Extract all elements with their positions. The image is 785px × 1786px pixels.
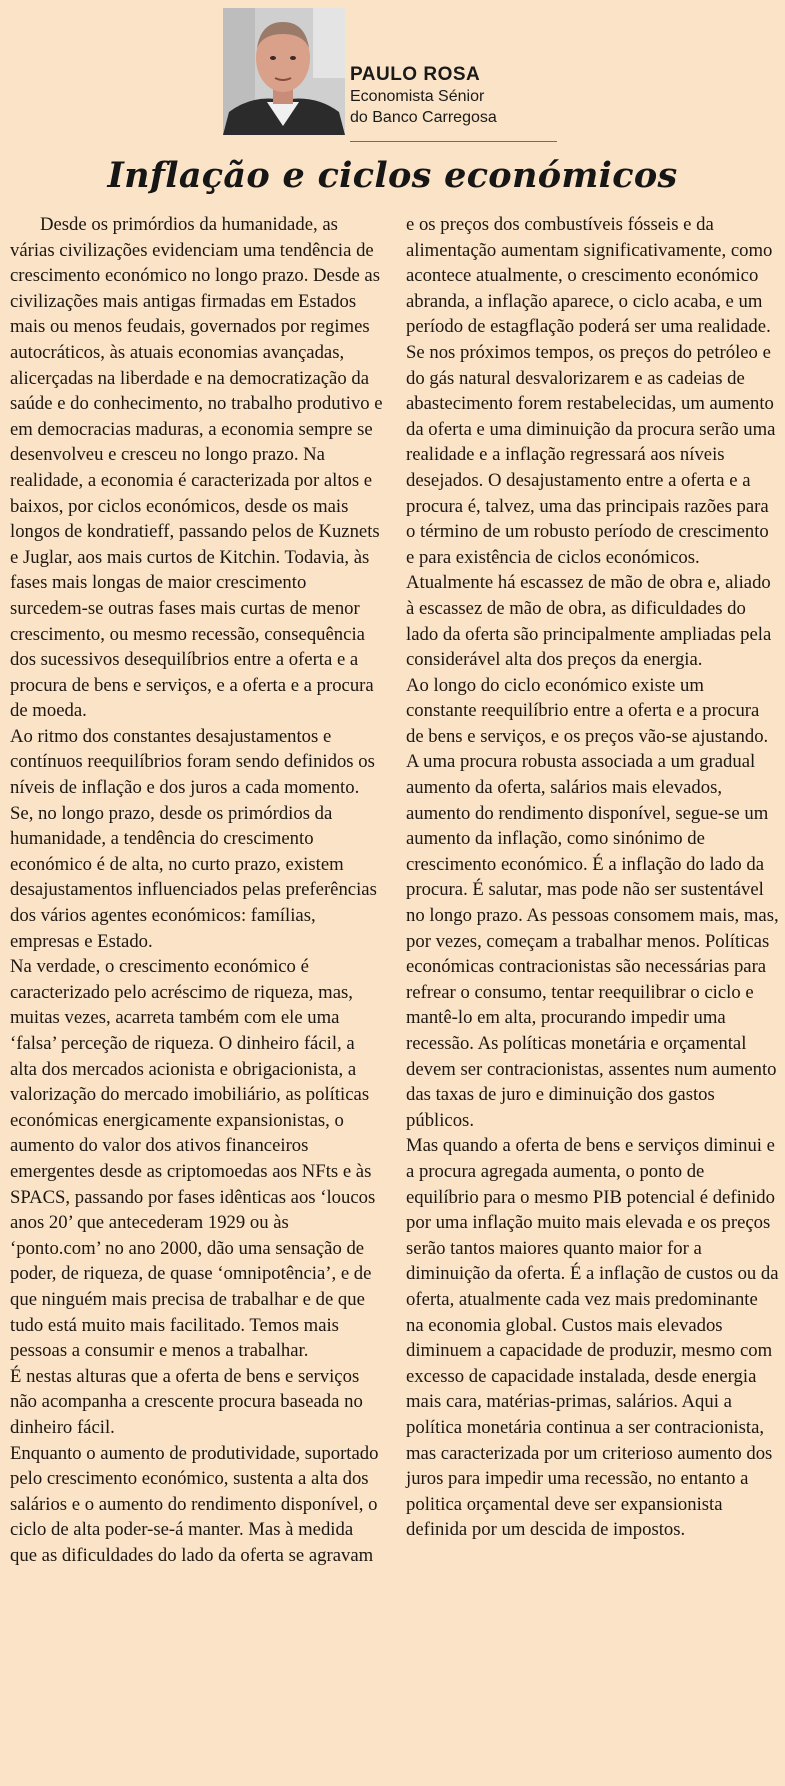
paragraph: e os preços dos combustíveis fósseis e da alimentação aumentam significativamente, como acontece atualmente, o crescimento económico abranda, a inflação aparece, o ciclo acaba, e um período de estagflação poderá ser uma realidade. Se nos próximos tempos, os preços do petróleo e do gás natural desvalorizarem e as cadeias de abastecimento forem restabelecidas, um aumento da oferta e uma diminuição da procura serão uma realidade e a inflação regressará aos níveis desejados. O desajustamento entre a oferta e a procura é, talvez, uma das principais razões para o término de um robusto período de crescimento e para existência de ciclos económicos. Atualmente há escassez de mão de obra e, aliado à escassez de mão de obra, as dificuldades do lado da oferta são principalmente ampliadas pela considerável alta dos preços da energia.: [406, 214, 776, 671]
article-title: Inflação e ciclos económicos: [107, 155, 678, 196]
author-name: PAULO ROSA: [350, 64, 481, 85]
article-header: [0, 0, 785, 196]
paragraph: Ao ritmo dos constantes desajustamentos e contínuos reequilíbrios foram sendo definidos os níveis de inflação e dos juros a cada momento.: [10, 725, 375, 799]
paragraph: Na verdade, o crescimento económico é caracterizado pelo acréscimo de riqueza, mas, muitas vezes, acarreta também com ele uma ‘falsa’ perceção de riqueza. O dinheiro fácil, a alta dos mercados acionista e obrigacionista, a valorização do mercado imobiliário, as políticas económicas energicamente expansionistas, o aumento do valor dos ativos financeiros emergentes desde as criptomoedas aos NFts e às SPACS, passando por fases idênticas aos ‘loucos anos 20’ que antecederam 1929 ou às ‘ponto.com’ no ano 2000, dão uma sensação de poder, de riqueza, de quase ‘omnipotência’, e de que ninguém mais precisa de trabalhar e de que tudo está muito mais facilitado. Temos mais pessoas a consumir e menos a trabalhar.: [10, 956, 376, 1362]
paragraph: É nestas alturas que a oferta de bens e serviços não acompanha a crescente procura baseada no dinheiro fácil.: [10, 1365, 363, 1438]
author-block: [350, 64, 497, 128]
paragraph: Ao longo do ciclo económico existe um constante reequilíbrio entre a oferta e a procura de bens e serviços, e os preços vão-se ajustando. A uma procura robusta associada a um gradual aumento da oferta, salários mais elevados, aumento do rendimento disponível, segue-se um aumento da inflação, como sinónimo de crescimento económico. É a inflação do lado da procura. É salutar, mas pode não ser sustentável no longo prazo. As pessoas consomem mais, mas, por vezes, começam a trabalhar menos. Políticas económicas contracionistas são necessárias para refrear o consumo, tentar reequilibrar o ciclo e mantê-lo em alta, procurando impedir uma recessão. As políticas monetária e orçamental devem ser contracionistas, assentes num aumento das taxas de juro e diminuição dos gastos públicos.: [406, 674, 779, 1131]
author-divider: [350, 141, 557, 142]
paragraph: Enquanto o aumento de produtividade, suportado pelo crescimento económico, sustenta a alta dos salários e o aumento do rendimento disponível, o ciclo de alta poder-se-á manter. Mas à medida que as dificuldades do lado da oferta se agravam: [10, 1442, 379, 1566]
author-photo: [223, 8, 345, 135]
paragraph: Desde os primórdios da humanidade, as várias civilizações evidenciam uma tendência de crescimento económico no longo prazo. Desde as civilizações mais antigas firmadas em Estados mais ou menos feudais, governados por regimes autocráticos, às atuais economias avançadas, alicerçadas na liberdade e na democratização da saúde e do conhecimento, no trabalho produtivo e em democracias maduras, a economia sempre se desenvolveu e cresceu no longo prazo. Na realidade, a economia é caracterizada por altos e baixos, por ciclos económicos, desde os mais longos de kondratieff, passando pelos de Kuznets e Juglar, aos mais curtos de Kitchin. Todavia, às fases mais longas de maior crescimento surcedem-se outras fases mais curtas de menor crescimento, ou mesmo recessão, consequência dos sucessivos desequilíbrios entre a oferta e a procura de bens e serviços, e a oferta e a procura de moeda.: [10, 214, 383, 722]
paragraph: Mas quando a oferta de bens e serviços diminui e a procura agregada aumenta, o ponto de equilíbrio para o mesmo PIB potencial é definido por uma inflação muito mais elevada e os preços serão tantos maiores quanto maior for a diminuição da oferta. É a inflação de custos ou da oferta, atualmente cada vez mais predominante na economia global. Custos mais elevados diminuem a capacidade de produzir, mesmo com excesso de capacidade instalada, desde energia mais cara, matérias-primas, salários. Aqui a política monetária continua a ser contracionista, mas caracterizada por um criterioso aumento dos juros para impedir uma recessão, no entanto a politica orçamental deve ser expansionista definida por um descida de impostos.: [406, 1135, 779, 1541]
author-portrait-image: [223, 8, 345, 135]
article-column-left: [10, 212, 383, 1568]
paragraph: Se, no longo prazo, desde os primórdios da humanidade, a tendência do crescimento económico é de alta, no curto prazo, existem desajustamentos influenciados pelas preferências dos vários agentes económicos: famílias, empresas e Estado.: [10, 802, 377, 952]
article-column-right: [406, 212, 779, 1543]
author-role-employer: do Banco Carregosa: [350, 109, 497, 126]
author-role-title: Economista Sénior: [350, 88, 485, 105]
